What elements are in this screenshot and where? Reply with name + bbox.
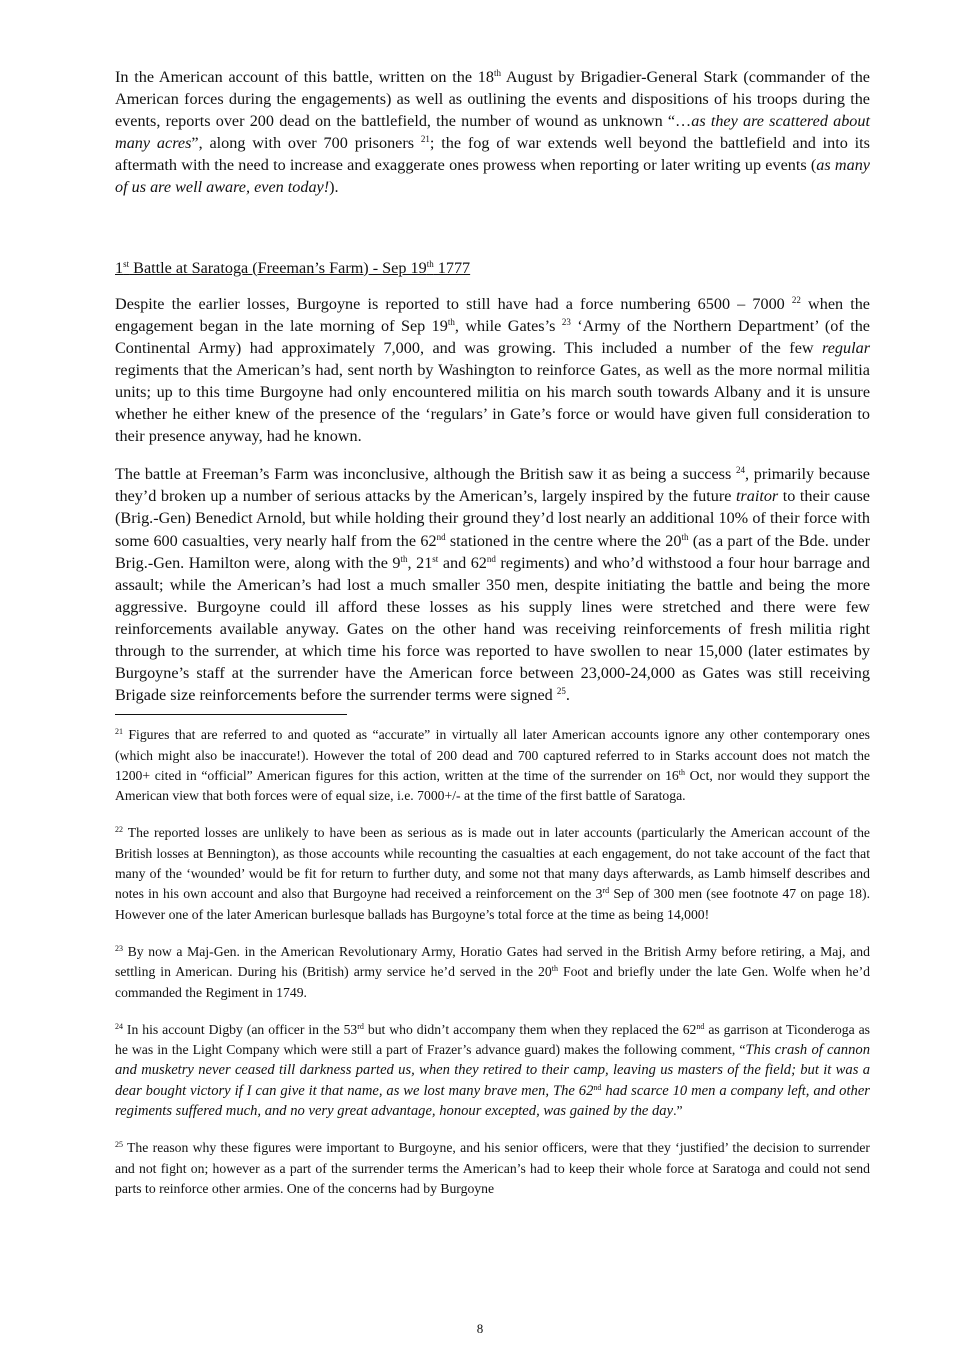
text-run: The reason why these figures were important to Burgoyne, and his senior officers, were that they ‘justified’ the decision to surrender and not fight on; however as a part of the surrender terms the American’s had to keep their whole force at Saratoga and could not send parts to reinforce other armies. One of the concerns had by Burgoyne — [115, 1140, 870, 1196]
text-run: The reported losses are unlikely to have been as serious as is made out in later accounts (particularly the American account of the British losses at Bennington), as those accounts while recounting the casualties at each engagement, do not take account of the fact that many of the ‘wounded’ would be fit for return to further duty, and some not that many days afterwards, as Lamb himself describes and notes in his own account and also that Burgoyne had received a reinforcement on the 3 — [115, 825, 870, 902]
text-run: but who didn’t accompany them when they replaced the 62 — [363, 1021, 697, 1037]
paragraph-stark-account — [115, 66, 870, 199]
text-run: , while Gates’s — [454, 316, 562, 335]
text-run: regiments that the American’s had, sent north by Washington to reinforce Gates, as well as the more normal militia units; up to this time Burgoyne had only encountered militia on his march south towards Albany and it is unsure whether he either knew of the presence of the ‘regulars’ in Gate’s force or would have given full consideration to their presence anyway, had he known. — [115, 360, 870, 446]
italic-quote: as they are scattered about many acres — [115, 112, 870, 153]
text-run: ). — [329, 178, 339, 197]
text-run: The battle at Freeman’s Farm was inconclusive, although the British saw it as being a success — [115, 465, 737, 484]
footnote-number: 22 — [115, 825, 123, 835]
text-run: 1 — [115, 258, 124, 277]
text-run: . — [565, 686, 570, 705]
text-run: .” — [673, 1103, 683, 1118]
text-run: ; the fog of war extends well beyond the battlefield and into its aftermath with the need to increase and exaggerate ones prowess when reporting or later writing up events ( — [115, 134, 870, 175]
text-run: Figures that are referred to and quoted as “accurate” in virtually all later American accounts ignore any other contemporary ones (which might also be inaccurate!). However the total of 200 dead and 700 captured referred to in Starks account does not match the 1200+ cited in “official” American figures for this action, written at the time of the surrender on 16 — [115, 727, 870, 783]
ordinal-suffix: rd — [602, 886, 610, 896]
text-run: ‘Army of the Northern Department’ (of the Continental Army) had approximately 7,000, and was growing. This included a number of the few — [115, 316, 870, 357]
text-run: Sep of 300 men (see footnote 47 on page 18). However one of the later American burlesque ballads has Burgoyne’s total force at the time as being 14,000! — [115, 886, 870, 922]
ordinal-suffix: th — [678, 767, 685, 777]
paragraph-force-sizes — [115, 293, 870, 448]
ordinal-suffix: th — [426, 258, 434, 269]
text-run: ”, along with over 700 prisoners — [191, 134, 421, 153]
footnote-separator — [115, 714, 347, 715]
page-number: 8 — [476, 1321, 484, 1336]
ordinal-suffix: st — [432, 553, 439, 564]
text-run: , primarily because they’d broken up a number of serious attacks by the American’s, largely inspired by the future — [115, 465, 870, 506]
italic-word: traitor — [735, 487, 779, 506]
footnote-21 — [115, 725, 870, 806]
text-run: when the engagement began in the late morning of Sep 19 — [115, 294, 870, 335]
footnote-24 — [115, 1020, 870, 1121]
footnote-number: 23 — [115, 943, 123, 953]
text-run: , 21 — [407, 553, 433, 572]
italic-quote: This crash of cannon and musketry never ceased till darkness parted us, when they retired to their camp, leaving us masters of the field; but it was a dear bought victory if I can give it that name, as we lost many brave men, The 62 — [115, 1042, 870, 1099]
ordinal-suffix: nd — [436, 531, 446, 542]
page-body — [115, 66, 870, 1216]
text-run: In his account Digby (an officer in the 53 — [123, 1021, 358, 1037]
paragraph-freemans-farm — [115, 463, 870, 706]
italic-word: regular — [822, 338, 870, 357]
footnote-ref-23[interactable]: 23 — [561, 316, 571, 327]
footnote-number: 21 — [115, 727, 123, 737]
ordinal-suffix: th — [551, 964, 558, 974]
text-run: to their cause (Brig.-Gen) Benedict Arnold, but while holding their ground they’d lost nearly an additional 10% of their force with some 600 casualties, very nearly half from the 62 — [115, 487, 870, 550]
ordinal-suffix: th — [400, 553, 408, 564]
footnote-23 — [115, 942, 870, 1003]
section-heading — [115, 257, 870, 279]
footnote-number: 24 — [115, 1021, 123, 1031]
text-run: Oct, nor would they support the American view that both forces were of equal size, i.e. 7000+/- at the time of the first battle of Saratoga. — [115, 767, 870, 804]
text-run: stationed in the centre where the 20 — [445, 531, 682, 550]
italic-quote: had scarce 10 men a company left, and other regiments suffered much, and no very great advantage, honour excepted, was gained by the day — [115, 1082, 870, 1119]
footnote-25 — [115, 1138, 870, 1199]
ordinal-suffix: th — [493, 68, 501, 78]
ordinal-suffix: st — [123, 258, 130, 269]
text-run: August by Brigadier-General Stark (commander of the American forces during the engagements) as well as outlining the events and dispositions of his troops during the events, reports over 200 dead on the battlefield, the number of wound as unknown “… — [115, 68, 870, 131]
text-run: By now a Maj-Gen. in the American Revolutionary Army, Horatio Gates had served in the British Army before retiring, a Maj, and settling in American. During his (British) army service he’d served in the 20 — [115, 943, 870, 980]
ordinal-suffix: th — [681, 531, 689, 542]
footnote-ref-25[interactable]: 25 — [556, 686, 566, 697]
ordinal-suffix: rd — [357, 1021, 364, 1031]
ordinal-suffix: nd — [696, 1021, 705, 1031]
text-run: 1777 — [433, 258, 471, 277]
footnote-ref-24[interactable]: 24 — [736, 465, 746, 476]
text-run: and 62 — [438, 553, 487, 572]
text-run: regiments) and who’d withstood a four hour barrage and assault; while the American’s had lost a much smaller 350 men, despite initiating the battle and being the more aggressive. Burgoyne could ill afford these losses as his supply lines were stretched and there were few reinforcements available anyway. Gates on the other hand was receiving reinforcements of fresh militia right through to the surrender, at which time his force was reported to have swollen to near 15,000 (later estimates by Burgoyne’s staff at the surrender have the American force between 23,000-24,000 as Gates was still receiving Brigade size reinforcements before the surrender terms were signed — [115, 553, 870, 705]
text-run: Despite the earlier losses, Burgoyne is reported to still have had a force numbering 6500 – 7000 — [115, 294, 792, 313]
text-run: In the American account of this battle, written on the 18 — [115, 68, 494, 86]
ordinal-suffix: nd — [486, 553, 496, 564]
footnote-ref-22[interactable]: 22 — [791, 294, 801, 305]
footnote-number: 25 — [115, 1140, 123, 1150]
italic-aside: as many of us are well aware, even today! — [115, 156, 870, 197]
text-run: Battle at Saratoga (Freeman’s Farm) - Sep 19 — [129, 258, 427, 277]
footnote-ref-21[interactable]: 21 — [420, 134, 430, 145]
text-run: as garrison at Ticonderoga as he was in the Light Company which were still a part of Frazer’s advance guard) makes the following comment, “ — [115, 1021, 870, 1058]
ordinal-suffix: th — [447, 316, 455, 327]
text-run: (as a part of the Bde. under Brig.-Gen. Hamilton were, along with the 9 — [115, 531, 870, 572]
footnote-22 — [115, 823, 870, 924]
text-run: Foot and briefly under the late Gen. Wolfe when he’d commanded the Regiment in 1749. — [115, 964, 871, 1000]
ordinal-suffix: nd — [593, 1082, 602, 1092]
